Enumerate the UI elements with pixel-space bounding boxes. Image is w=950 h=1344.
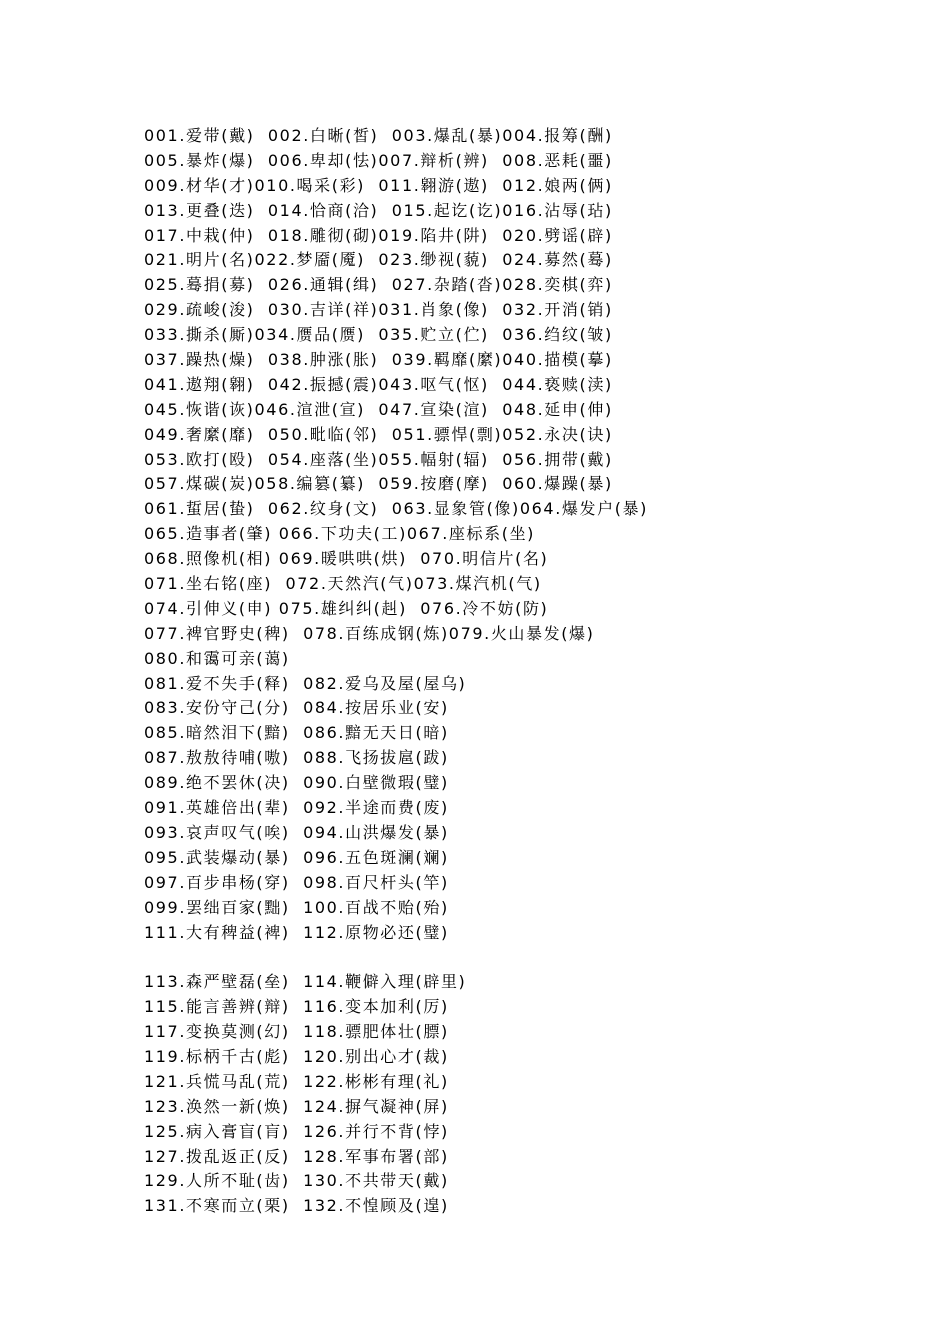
list-line: 061.蜇居(蛰) 062.纹身(文) 063.显象管(像)064.爆发户(暴) [144, 499, 648, 519]
list-line: 121.兵慌马乱(荒) 122.彬彬有理(礼) [144, 1071, 449, 1091]
list-line: 115.能言善辨(辩) 116.变本加利(厉) [144, 997, 449, 1017]
list-line: 025.蓦捐(募) 026.通辑(缉) 027.杂踏(沓)028.奕棋(弈) [144, 275, 613, 295]
list-line: 085.暗然泪下(黯) 086.黯无天日(暗) [144, 723, 449, 743]
list-line: 041.遨翔(翱) 042.振撼(震)043.呕气(怄) 044.亵赎(渎) [144, 374, 613, 394]
blank-line [144, 945, 924, 970]
list-line: 083.安份守己(分) 084.按居乐业(安) [144, 698, 449, 718]
list-line: 117.变换莫测(幻) 118.骠肥体壮(膘) [144, 1022, 449, 1042]
word-correction-list [144, 124, 924, 1219]
list-line: 131.不寒而立(栗) 132.不惶顾及(遑) [144, 1196, 449, 1216]
list-line: 017.中栽(仲) 018.雕彻(砌)019.陷井(阱) 020.劈谣(辟) [144, 225, 613, 245]
list-line: 005.暴炸(爆) 006.卑却(怯)007.辩析(辨) 008.恶耗(噩) [144, 150, 613, 170]
list-line: 074.引伸义(申) 075.雄纠纠(赳) 076.冷不妨(防) [144, 598, 549, 618]
list-line: 099.罢绌百家(黜) 100.百战不贻(殆) [144, 897, 449, 917]
list-line: 125.病入膏盲(肓) 126.并行不背(悖) [144, 1121, 449, 1141]
list-line: 029.疏峻(浚) 030.吉详(祥)031.肖象(像) 032.开消(销) [144, 300, 613, 320]
list-line: 057.煤碳(炭)058.编篡(纂) 059.按磨(摩) 060.爆躁(暴) [144, 474, 613, 494]
list-line: 071.坐右铭(座) 072.天然汽(气)073.煤汽机(气) [144, 574, 542, 594]
list-line: 049.奢縻(靡) 050.毗临(邻) 051.骠悍(剽)052.永决(诀) [144, 424, 613, 444]
list-line: 095.武装爆动(暴) 096.五色斑澜(斓) [144, 847, 449, 867]
list-line: 053.欧打(殴) 054.座落(坐)055.幅射(辐) 056.拥带(戴) [144, 449, 613, 469]
list-line: 087.敖敖待哺(嗷) 088.飞扬拔扈(跋) [144, 748, 449, 768]
list-line: 081.爱不失手(释) 082.爱乌及屋(屋乌) [144, 673, 467, 693]
list-line: 037.躁热(燥) 038.肿涨(胀) 039.羁靡(縻)040.描模(摹) [144, 350, 613, 370]
list-line: 089.绝不罢休(决) 090.白壁微瑕(璧) [144, 773, 449, 793]
list-line: 080.和霭可亲(蔼) [144, 648, 290, 668]
list-line: 111.大有稗益(裨) 112.原物必还(璧) [144, 922, 449, 942]
list-line: 127.拨乱返正(反) 128.军事布署(部) [144, 1146, 449, 1166]
list-line: 045.恢谐(诙)046.渲泄(宣) 047.宣染(渲) 048.延申(伸) [144, 399, 613, 419]
list-line: 129.人所不耻(齿) 130.不共带天(戴) [144, 1171, 449, 1191]
list-line: 065.造事者(肇) 066.下功夫(工)067.座标系(坐) [144, 524, 536, 544]
list-line: 009.材华(才)010.喝采(彩) 011.翱游(遨) 012.娘两(俩) [144, 175, 613, 195]
list-line: 119.标柄千古(彪) 120.别出心才(裁) [144, 1046, 449, 1066]
list-line: 093.哀声叹气(唉) 094.山洪爆发(暴) [144, 822, 449, 842]
list-line: 123.涣然一新(焕) 124.摒气凝神(屏) [144, 1096, 449, 1116]
list-line: 091.英雄倍出(辈) 092.半途而费(废) [144, 798, 449, 818]
list-line: 013.更叠(迭) 014.恰商(洽) 015.起讫(讫)016.沾辱(玷) [144, 200, 613, 220]
list-line: 001.爱带(戴) 002.白晰(皙) 003.爆乱(暴)004.报筹(酬) [144, 126, 613, 145]
list-line: 113.森严壁磊(垒) 114.鞭僻入理(辟里) [144, 972, 467, 992]
list-line: 097.百步串杨(穿) 098.百尺杆头(竿) [144, 872, 449, 892]
list-line: 021.明片(名)022.梦靥(魇) 023.缈视(藐) 024.募然(蓦) [144, 250, 613, 270]
list-line: 077.裨官野史(稗) 078.百练成钢(炼)079.火山暴发(爆) [144, 623, 595, 643]
list-line: 068.照像机(相) 069.暖哄哄(烘) 070.明信片(名) [144, 549, 549, 569]
list-line: 033.撕杀(厮)034.赝品(赝) 035.贮立(伫) 036.绉纹(皱) [144, 325, 613, 345]
